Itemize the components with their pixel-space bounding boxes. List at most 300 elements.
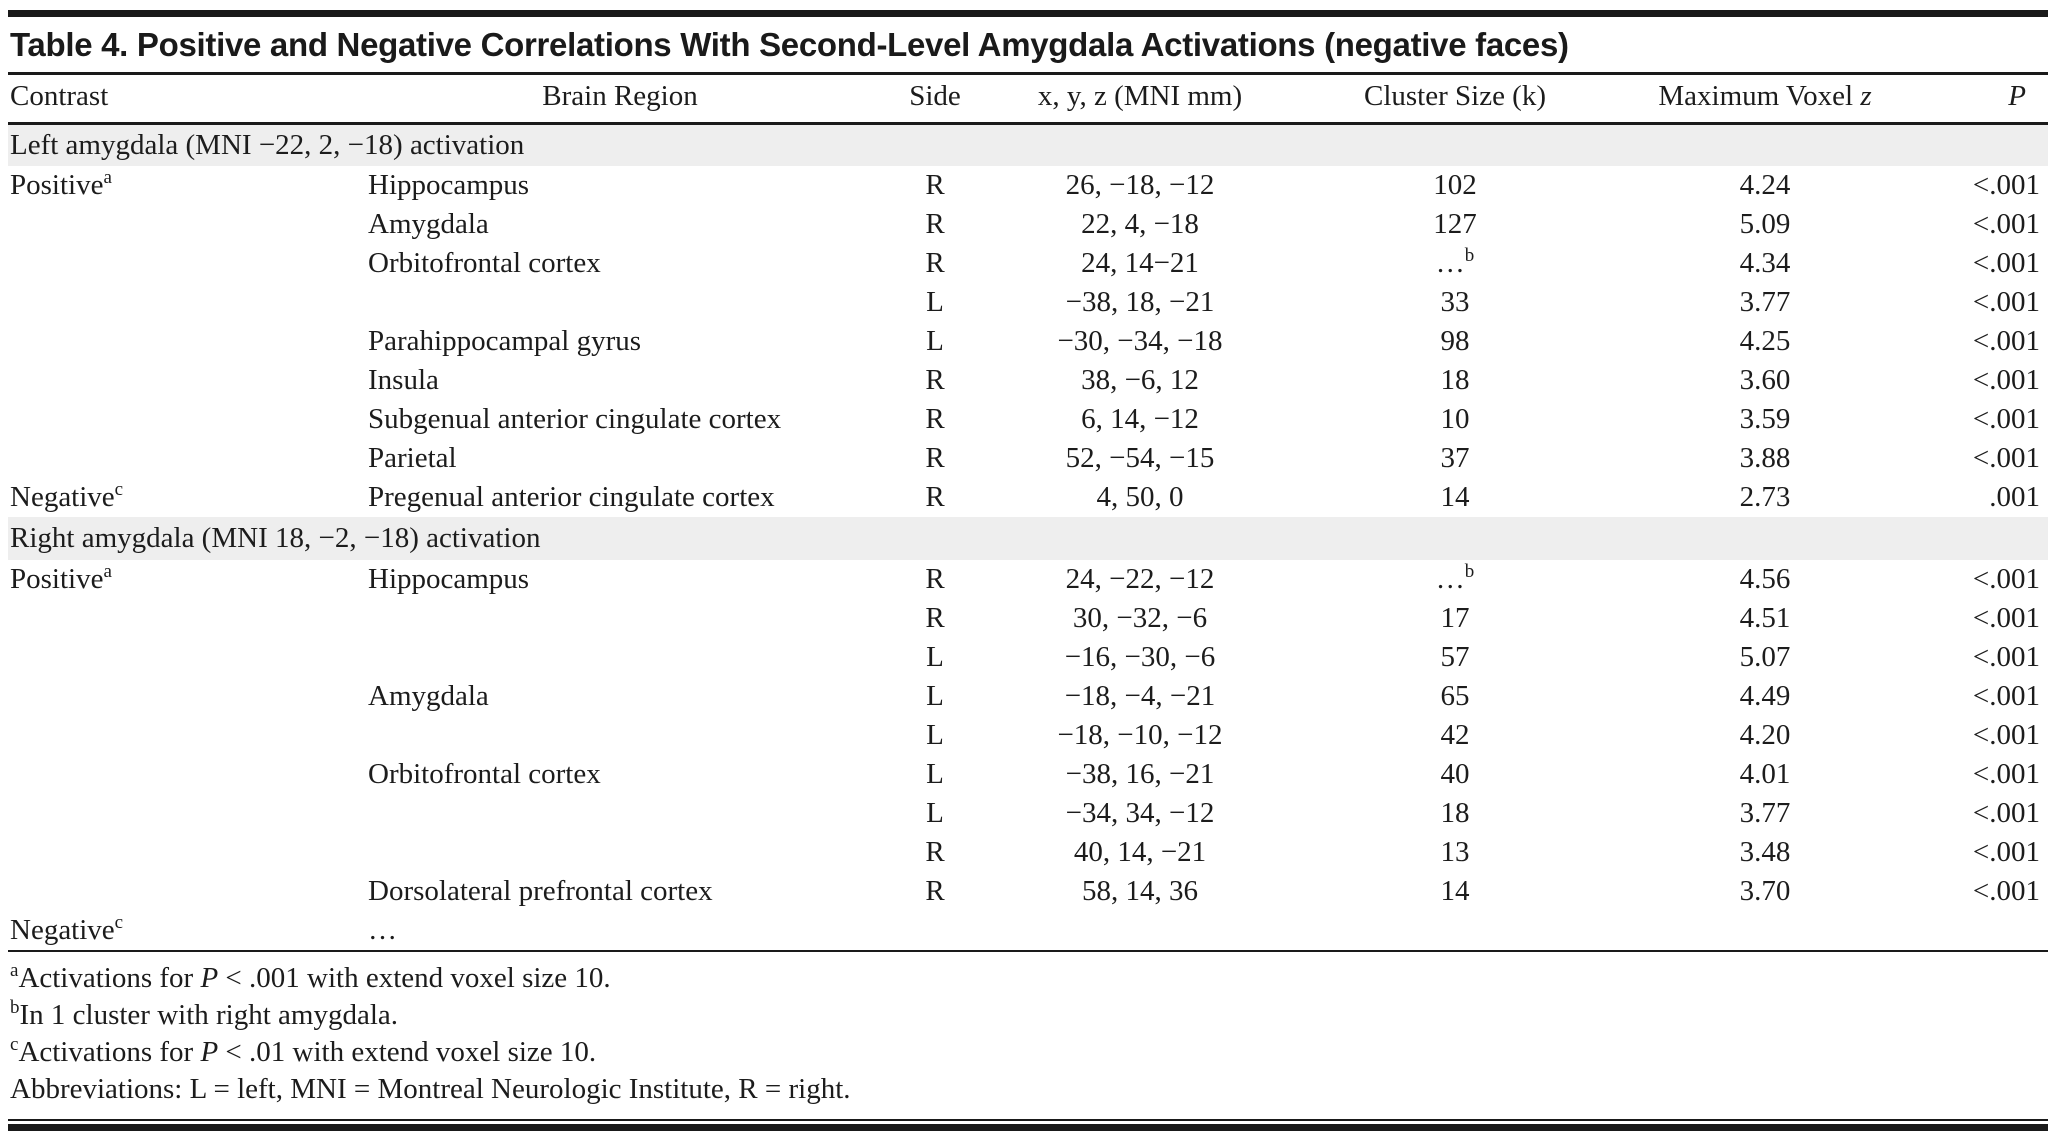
- cell-max-voxel-z: [1620, 716, 1910, 755]
- cell-cluster-size: [1290, 911, 1620, 950]
- cell-contrast: [8, 478, 360, 517]
- footnote-text: In 1 cluster with right amygdala.: [19, 999, 399, 1031]
- cell-side-text: L: [926, 797, 944, 829]
- table-row: [8, 244, 2048, 283]
- cell-cluster-size: [1290, 478, 1620, 517]
- cell-p-value: [1910, 166, 2048, 205]
- column-header-side: [880, 75, 990, 123]
- cell-xyz-text: 6, 14, −12: [1081, 403, 1199, 435]
- cell-cluster-size: [1290, 599, 1620, 638]
- cell-side-text: R: [925, 169, 945, 201]
- cell-xyz-text: 22, 4, −18: [1081, 208, 1199, 240]
- cell-contrast: [8, 400, 360, 439]
- cell-xyz: [990, 599, 1290, 638]
- cell-side-text: R: [925, 247, 945, 279]
- cell-xyz-text: 38, −6, 12: [1081, 364, 1199, 396]
- cell-p-value-text: .001: [1989, 481, 2040, 513]
- cell-contrast: [8, 833, 360, 872]
- footnote-a: [10, 960, 2046, 997]
- cell-side-text: R: [925, 442, 945, 474]
- table-row: [8, 599, 2048, 638]
- cell-max-voxel-z: [1620, 283, 1910, 322]
- cell-side: [880, 400, 990, 439]
- cell-brain-region-text: Pregenual anterior cingulate cortex: [368, 481, 775, 513]
- section-header-row: [8, 517, 2048, 560]
- cell-brain-region: [360, 283, 880, 322]
- cell-xyz-text: 52, −54, −15: [1065, 442, 1215, 474]
- cell-brain-region: [360, 400, 880, 439]
- cell-cluster-size-text: 13: [1440, 836, 1470, 868]
- column-header-label-italic: z: [1860, 79, 1872, 112]
- cell-contrast-text: Positive: [10, 563, 104, 595]
- cell-cluster-size: [1290, 794, 1620, 833]
- cell-xyz: [990, 400, 1290, 439]
- cell-brain-region: [360, 872, 880, 911]
- table-row: [8, 400, 2048, 439]
- cell-side: [880, 755, 990, 794]
- cell-max-voxel-z: [1620, 205, 1910, 244]
- cell-max-voxel-z-text: 3.60: [1739, 364, 1791, 396]
- table-row: [8, 439, 2048, 478]
- cell-contrast: [8, 716, 360, 755]
- cell-brain-region-text: …: [368, 914, 397, 946]
- footnote-abbreviations: [10, 1071, 2046, 1108]
- cell-side-text: R: [925, 481, 945, 513]
- cell-cluster-size-text: 102: [1433, 169, 1477, 201]
- cell-xyz-text: 4, 50, 0: [1096, 481, 1184, 513]
- footnote-marker: b: [10, 997, 20, 1018]
- column-header-p: [1910, 75, 2048, 123]
- section-header: Left amygdala (MNI −22, 2, −18) activation: [8, 123, 2048, 166]
- cell-max-voxel-z-text: 3.70: [1739, 875, 1791, 907]
- cell-cluster-size-text: 40: [1440, 758, 1470, 790]
- cell-max-voxel-z: [1620, 911, 1910, 950]
- table-row: [8, 478, 2048, 517]
- cell-brain-region: [360, 911, 880, 950]
- cell-brain-region-text: Amygdala: [368, 680, 489, 712]
- cell-max-voxel-z: [1620, 478, 1910, 517]
- cell-contrast: [8, 322, 360, 361]
- footnote-text: Activations for: [18, 962, 201, 994]
- cell-contrast-superscript: c: [114, 479, 124, 500]
- cell-max-voxel-z: [1620, 361, 1910, 400]
- footnote-text-italic: P: [200, 962, 219, 994]
- column-header-label: Side: [909, 79, 961, 112]
- cell-brain-region: [360, 716, 880, 755]
- cell-contrast: [8, 599, 360, 638]
- cell-p-value-text: <.001: [1972, 364, 2040, 396]
- cell-xyz: [990, 638, 1290, 677]
- cell-brain-region: [360, 322, 880, 361]
- cell-cluster-size-text: 17: [1440, 602, 1470, 634]
- cell-max-voxel-z-text: 3.48: [1739, 836, 1791, 868]
- cell-side-text: R: [925, 364, 945, 396]
- cell-side-text: R: [925, 403, 945, 435]
- cell-p-value-text: <.001: [1972, 602, 2040, 634]
- table-row: [8, 872, 2048, 911]
- cell-cluster-size-text: 33: [1440, 286, 1470, 318]
- cell-brain-region-text: Orbitofrontal cortex: [368, 758, 601, 790]
- cell-xyz-text: −38, 18, −21: [1065, 286, 1215, 318]
- footnote-text-italic: P: [200, 1036, 219, 1068]
- table-body: [8, 123, 2048, 950]
- cell-side: [880, 205, 990, 244]
- cell-cluster-size-text: 127: [1433, 208, 1477, 240]
- cell-max-voxel-z: [1620, 599, 1910, 638]
- cell-side: [880, 638, 990, 677]
- cell-side: [880, 244, 990, 283]
- table-title: Table 4. Positive and Negative Correlations With Second-Level Amygdala Activations (negative faces): [8, 17, 2048, 75]
- table-row: [8, 361, 2048, 400]
- cell-xyz: [990, 833, 1290, 872]
- cell-p-value-text: <.001: [1972, 758, 2040, 790]
- cell-max-voxel-z-text: 3.77: [1739, 797, 1791, 829]
- cell-max-voxel-z-text: 4.24: [1739, 169, 1791, 201]
- cell-p-value: [1910, 599, 2048, 638]
- cell-p-value: [1910, 677, 2048, 716]
- column-header-brain-region: [360, 75, 880, 123]
- cell-cluster-size-text: …: [1435, 247, 1465, 279]
- cell-xyz-text: 24, −22, −12: [1065, 563, 1215, 595]
- cell-xyz: [990, 911, 1290, 950]
- cell-contrast: [8, 638, 360, 677]
- cell-cluster-size: [1290, 755, 1620, 794]
- cell-xyz: [990, 872, 1290, 911]
- cell-cluster-size-text: 57: [1440, 641, 1470, 673]
- table-row: [8, 205, 2048, 244]
- cell-cluster-size-text: 98: [1440, 325, 1470, 357]
- cell-side: [880, 560, 990, 599]
- cell-brain-region: [360, 244, 880, 283]
- cell-brain-region: [360, 599, 880, 638]
- cell-side: [880, 166, 990, 205]
- cell-p-value-text: <.001: [1972, 641, 2040, 673]
- cell-brain-region: [360, 439, 880, 478]
- cell-side-text: R: [925, 836, 945, 868]
- cell-xyz-text: 58, 14, 36: [1082, 875, 1198, 907]
- cell-side: [880, 599, 990, 638]
- cell-p-value-text: <.001: [1972, 875, 2040, 907]
- cell-side: [880, 478, 990, 517]
- footnote-text: Activations for: [18, 1036, 201, 1068]
- cell-p-value-text: <.001: [1972, 169, 2040, 201]
- table-row: [8, 794, 2048, 833]
- cell-cluster-size: [1290, 716, 1620, 755]
- cell-p-value: [1910, 755, 2048, 794]
- column-header-label-italic: P: [2008, 79, 2026, 112]
- cell-brain-region-text: Hippocampus: [368, 563, 530, 595]
- cell-max-voxel-z: [1620, 872, 1910, 911]
- cell-xyz: [990, 716, 1290, 755]
- cell-p-value-text: <.001: [1972, 403, 2040, 435]
- table-row: [8, 560, 2048, 599]
- cell-xyz: [990, 755, 1290, 794]
- cell-side-text: L: [926, 719, 944, 751]
- cell-max-voxel-z: [1620, 322, 1910, 361]
- column-header-label: Cluster Size (k): [1363, 79, 1546, 112]
- cell-cluster-size: [1290, 638, 1620, 677]
- cell-brain-region: [360, 205, 880, 244]
- cell-cluster-size: [1290, 677, 1620, 716]
- cell-side-text: L: [926, 680, 944, 712]
- cell-cluster-size-superscript: b: [1464, 245, 1475, 266]
- cell-contrast-text: Positive: [10, 169, 104, 201]
- cell-contrast: [8, 677, 360, 716]
- cell-xyz: [990, 560, 1290, 599]
- cell-side: [880, 911, 990, 950]
- cell-max-voxel-z-text: 3.59: [1739, 403, 1791, 435]
- cell-cluster-size-text: 65: [1440, 680, 1470, 712]
- cell-cluster-size-text: 14: [1440, 481, 1470, 513]
- cell-xyz: [990, 283, 1290, 322]
- cell-contrast: [8, 361, 360, 400]
- cell-xyz-text: 24, 14−21: [1081, 247, 1199, 279]
- cell-cluster-size: [1290, 361, 1620, 400]
- cell-contrast: [8, 560, 360, 599]
- cell-p-value: [1910, 322, 2048, 361]
- cell-contrast: [8, 755, 360, 794]
- cell-max-voxel-z: [1620, 833, 1910, 872]
- column-header-label: Maximum Voxel: [1658, 79, 1861, 112]
- cell-p-value: [1910, 560, 2048, 599]
- cell-side-text: R: [925, 208, 945, 240]
- cell-contrast: [8, 205, 360, 244]
- cell-max-voxel-z-text: 5.07: [1739, 641, 1791, 673]
- cell-p-value: [1910, 478, 2048, 517]
- cell-xyz: [990, 166, 1290, 205]
- cell-brain-region-text: Dorsolateral prefrontal cortex: [368, 875, 713, 907]
- cell-cluster-size: [1290, 560, 1620, 599]
- column-header-label: x, y, z (MNI mm): [1037, 79, 1243, 112]
- cell-p-value: [1910, 361, 2048, 400]
- cell-side-text: L: [926, 758, 944, 790]
- cell-p-value: [1910, 638, 2048, 677]
- cell-p-value-text: <.001: [1972, 286, 2040, 318]
- cell-xyz-text: 30, −32, −6: [1072, 602, 1208, 634]
- cell-p-value-text: <.001: [1972, 836, 2040, 868]
- footnote-text: < .01 with extend voxel size 10.: [218, 1036, 597, 1068]
- cell-cluster-size: [1290, 833, 1620, 872]
- cell-p-value: [1910, 400, 2048, 439]
- table-header: [8, 75, 2048, 123]
- footnote-c: [10, 1034, 2046, 1071]
- cell-brain-region: [360, 560, 880, 599]
- cell-max-voxel-z-text: 4.01: [1739, 758, 1791, 790]
- cell-p-value-text: <.001: [1972, 680, 2040, 712]
- cell-brain-region-text: Subgenual anterior cingulate cortex: [368, 403, 782, 435]
- cell-contrast: [8, 283, 360, 322]
- table-row: [8, 833, 2048, 872]
- bottom-rule-bar: [8, 1124, 2048, 1131]
- cell-side: [880, 872, 990, 911]
- cell-contrast: [8, 794, 360, 833]
- cell-side: [880, 794, 990, 833]
- cell-max-voxel-z-text: 2.73: [1739, 481, 1791, 513]
- cell-p-value: [1910, 439, 2048, 478]
- cell-brain-region: [360, 361, 880, 400]
- cell-cluster-size: [1290, 244, 1620, 283]
- cell-brain-region: [360, 833, 880, 872]
- cell-max-voxel-z-text: 3.88: [1739, 442, 1791, 474]
- table-row: [8, 677, 2048, 716]
- cell-xyz-text: −18, −4, −21: [1064, 680, 1216, 712]
- cell-cluster-size: [1290, 872, 1620, 911]
- cell-side-text: L: [926, 641, 944, 673]
- cell-contrast: [8, 872, 360, 911]
- cell-cluster-size: [1290, 400, 1620, 439]
- table-row: [8, 322, 2048, 361]
- cell-brain-region: [360, 166, 880, 205]
- cell-side-text: L: [926, 286, 944, 318]
- cell-cluster-size-text: 10: [1440, 403, 1470, 435]
- cell-max-voxel-z: [1620, 755, 1910, 794]
- cell-xyz: [990, 794, 1290, 833]
- footnote-b: [10, 997, 2046, 1034]
- cell-max-voxel-z-text: 5.09: [1739, 208, 1791, 240]
- table-row: [8, 283, 2048, 322]
- cell-xyz: [990, 361, 1290, 400]
- cell-xyz-text: −38, 16, −21: [1065, 758, 1215, 790]
- data-table: [8, 75, 2048, 950]
- cell-p-value: [1910, 205, 2048, 244]
- cell-max-voxel-z-text: 4.20: [1739, 719, 1791, 751]
- cell-cluster-size-text: 42: [1440, 719, 1470, 751]
- cell-brain-region: [360, 794, 880, 833]
- cell-xyz: [990, 677, 1290, 716]
- column-header-label: Contrast: [10, 79, 109, 112]
- cell-cluster-size: [1290, 439, 1620, 478]
- cell-contrast: [8, 439, 360, 478]
- table-row: [8, 716, 2048, 755]
- footnote-text: < .001 with extend voxel size 10.: [218, 962, 611, 994]
- cell-p-value-text: <.001: [1972, 208, 2040, 240]
- cell-p-value-text: <.001: [1972, 563, 2040, 595]
- cell-max-voxel-z-text: 4.25: [1739, 325, 1791, 357]
- cell-p-value: [1910, 283, 2048, 322]
- column-header-label: Brain Region: [542, 79, 698, 112]
- cell-side: [880, 677, 990, 716]
- cell-xyz-text: 26, −18, −12: [1065, 169, 1215, 201]
- cell-cluster-size: [1290, 322, 1620, 361]
- cell-side: [880, 283, 990, 322]
- cell-max-voxel-z-text: 3.77: [1739, 286, 1791, 318]
- cell-contrast: [8, 166, 360, 205]
- cell-contrast-text: Negative: [10, 914, 115, 946]
- cell-brain-region: [360, 677, 880, 716]
- cell-side-text: L: [926, 325, 944, 357]
- footnote-marker: a: [10, 960, 19, 981]
- footnote-marker: c: [10, 1034, 19, 1055]
- cell-p-value: [1910, 244, 2048, 283]
- cell-xyz: [990, 205, 1290, 244]
- cell-max-voxel-z: [1620, 794, 1910, 833]
- cell-cluster-size: [1290, 205, 1620, 244]
- cell-contrast-superscript: a: [103, 167, 112, 188]
- column-header-contrast: [8, 75, 360, 123]
- cell-max-voxel-z-text: 4.49: [1739, 680, 1791, 712]
- cell-cluster-size-text: 18: [1440, 797, 1470, 829]
- cell-p-value-text: <.001: [1972, 325, 2040, 357]
- cell-xyz-text: −16, −30, −6: [1064, 641, 1216, 673]
- cell-contrast: [8, 244, 360, 283]
- cell-max-voxel-z: [1620, 166, 1910, 205]
- column-header-max-voxel-z: [1620, 75, 1910, 123]
- cell-side: [880, 833, 990, 872]
- cell-cluster-size: [1290, 166, 1620, 205]
- table-row: [8, 166, 2048, 205]
- header-row: [8, 75, 2048, 123]
- footnotes: [8, 950, 2048, 1114]
- cell-brain-region-text: Parietal: [368, 442, 457, 474]
- cell-p-value: [1910, 872, 2048, 911]
- column-header-xyz: [990, 75, 1290, 123]
- cell-p-value: [1910, 911, 2048, 950]
- cell-brain-region-text: Amygdala: [368, 208, 489, 240]
- cell-side-text: R: [925, 875, 945, 907]
- cell-xyz: [990, 244, 1290, 283]
- cell-xyz: [990, 478, 1290, 517]
- section-header: Right amygdala (MNI 18, −2, −18) activation: [8, 517, 2048, 560]
- cell-xyz-text: −34, 34, −12: [1065, 797, 1215, 829]
- cell-xyz-text: −18, −10, −12: [1057, 719, 1223, 751]
- cell-side: [880, 439, 990, 478]
- top-rule-bar: [8, 10, 2048, 17]
- section-header-row: [8, 123, 2048, 166]
- cell-brain-region: [360, 755, 880, 794]
- cell-max-voxel-z-text: 4.51: [1739, 602, 1791, 634]
- cell-max-voxel-z-text: 4.34: [1739, 247, 1791, 279]
- cell-p-value: [1910, 833, 2048, 872]
- cell-max-voxel-z: [1620, 439, 1910, 478]
- cell-contrast: [8, 911, 360, 950]
- table-row: [8, 755, 2048, 794]
- cell-brain-region: [360, 638, 880, 677]
- cell-cluster-size-text: 37: [1440, 442, 1470, 474]
- cell-contrast-superscript: a: [103, 561, 112, 582]
- cell-brain-region-text: Orbitofrontal cortex: [368, 247, 601, 279]
- cell-p-value-text: <.001: [1972, 797, 2040, 829]
- cell-side-text: R: [925, 602, 945, 634]
- cell-brain-region-text: Insula: [368, 364, 439, 396]
- cell-p-value: [1910, 716, 2048, 755]
- cell-p-value-text: <.001: [1972, 442, 2040, 474]
- cell-max-voxel-z: [1620, 560, 1910, 599]
- table-row: [8, 911, 2048, 950]
- footnote-text: Abbreviations: L = left, MNI = Montreal Neurologic Institute, R = right.: [10, 1073, 851, 1105]
- cell-side: [880, 716, 990, 755]
- cell-side: [880, 361, 990, 400]
- cell-max-voxel-z: [1620, 677, 1910, 716]
- cell-p-value: [1910, 794, 2048, 833]
- cell-cluster-size: [1290, 283, 1620, 322]
- cell-xyz: [990, 322, 1290, 361]
- cell-brain-region-text: Hippocampus: [368, 169, 530, 201]
- cell-contrast-text: Negative: [10, 481, 115, 513]
- cell-max-voxel-z: [1620, 400, 1910, 439]
- cell-xyz-text: −30, −34, −18: [1057, 325, 1223, 357]
- table-row: [8, 638, 2048, 677]
- cell-xyz: [990, 439, 1290, 478]
- cell-cluster-size-superscript: b: [1464, 561, 1475, 582]
- cell-side: [880, 322, 990, 361]
- cell-max-voxel-z: [1620, 244, 1910, 283]
- cell-cluster-size-text: …: [1435, 563, 1465, 595]
- cell-max-voxel-z: [1620, 638, 1910, 677]
- cell-xyz-text: 40, 14, −21: [1073, 836, 1207, 868]
- cell-side-text: R: [925, 563, 945, 595]
- cell-cluster-size-text: 18: [1440, 364, 1470, 396]
- cell-cluster-size-text: 14: [1440, 875, 1470, 907]
